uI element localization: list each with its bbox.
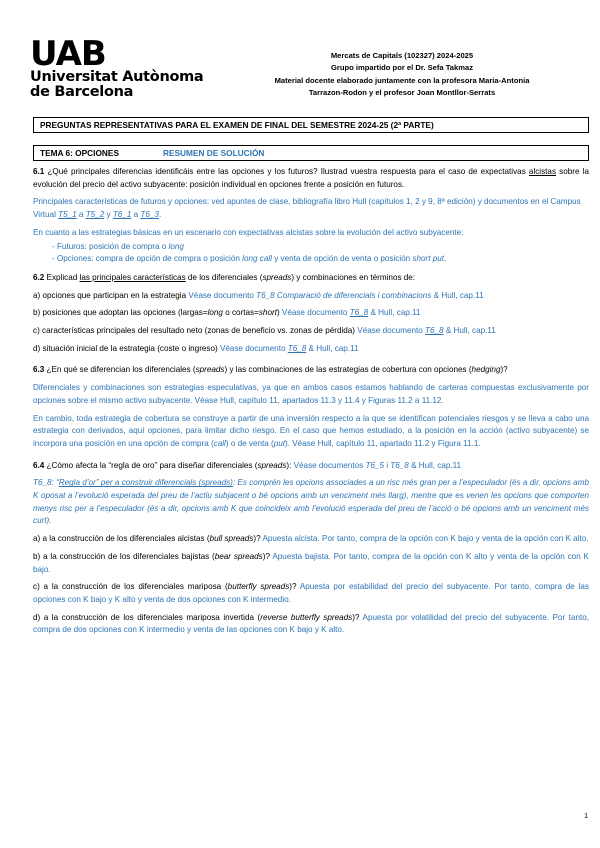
q64c-butterfly: butterfly spreads	[227, 582, 290, 592]
q64a-q-a: a) a la construcción de los diferenciales alcistas (	[33, 534, 210, 544]
a63-call: call	[213, 438, 226, 448]
q64-text-a: ¿Cómo afecta la “regla de oro” para diseñar diferenciales (	[44, 460, 258, 470]
q63-text-c: )?	[500, 365, 508, 375]
list-item-options	[56, 253, 589, 266]
question-6-2-c	[33, 325, 589, 338]
answer-6-1-list	[33, 241, 589, 266]
a61-doc-t61: T6_1	[112, 210, 132, 220]
tema-bar	[33, 145, 589, 161]
q62b-short: short	[258, 308, 277, 318]
q64a-bull: bull spreads	[209, 534, 254, 544]
logo-line2: de Barcelona	[30, 84, 134, 100]
q62b-doc: T6_8	[349, 308, 369, 318]
quote-prefix: T6_8: “	[33, 478, 59, 488]
q62b-ans-b: & Hull, cap.11	[368, 308, 421, 318]
q62c-ans-b: & Hull, cap.11	[443, 326, 496, 336]
q62b-long: long	[207, 308, 223, 318]
q62a-ans-b: & Hull, cap.11	[431, 290, 484, 300]
q62b-ans-a: Véase documento	[281, 308, 350, 318]
a61-doc-t63: T6_3	[140, 210, 159, 220]
course-teacher: Grupo impartido por el Dr. Sefa Takmaz	[330, 63, 474, 73]
a63-put: put	[273, 438, 286, 448]
page-number: 1	[584, 813, 588, 820]
course-material: Material docente elaborado juntamente con la profesora Maria-Antonia	[274, 75, 530, 85]
a61-text-d: a	[131, 210, 141, 220]
q62-text-c: ) y combinaciones en términos de:	[291, 272, 416, 282]
q62c-doc: T6_8	[425, 326, 444, 336]
answer-6-1-a	[33, 196, 589, 221]
question-6-4-d	[33, 612, 589, 637]
course-header	[232, 50, 572, 100]
q62b-q-c: )	[276, 308, 282, 318]
q61-text-a: ¿Qué principales diferencias identificáis entre las opciones y los futuros? Ilustrad vuestra respuesta para el caso de expectativas	[44, 167, 529, 176]
q64a-answer: Apuesta alcista. Por tanto, compra de la opción con K bajo y venta de la opción con K alto.	[262, 534, 589, 544]
question-6-2-b	[33, 307, 589, 320]
question-6-2-d	[33, 343, 589, 356]
exam-title-bar: PREGUNTAS REPRESENTATIVAS PARA EL EXAMEN DE FINAL DEL SEMESTRE 2024-25 (2ª PARTE)	[33, 117, 589, 133]
list-item-futures	[56, 241, 589, 254]
q62a-ans-a: Véase documento	[188, 290, 257, 300]
q64-doc-t68: T6_8	[390, 460, 409, 470]
a63-text-c: ). Véase Hull, capítulo 11, apartado 11.2 y Figura 11.1.	[285, 438, 481, 448]
q64c-answer: Apuesta por estabilidad del precio del subyacente. Por tanto, compra de las opciones con K bajo y K alto y venta de dos opciones con K intermedio.	[33, 582, 589, 604]
q62d-doc: T6_8	[287, 343, 307, 353]
q62-spreads: spreads	[262, 272, 292, 282]
q62-underlined: las principales características	[79, 272, 186, 282]
q64d-q-a: d) a la construcción de los diferenciales mariposa invertida (	[33, 612, 261, 622]
a61-doc-t51: T5_1	[58, 210, 77, 220]
quote-body: : Es comprén les opcions associades a un risc més gran per a l’especulador (és a dir, opcions amb K oposat a l’evolució esperada del preu de l’actiu subjacent o bé opcions amb un venciment més llarg), mentre que es venen les opcions que comporten menys risc per a l’especulador (és a dir, opcions amb K que coincideix amb l’evolució esperada del preu de l’acció o bé opcions amb un venciment més curt).	[33, 478, 589, 526]
li2-text-b: y venta de opción de venta o posición	[271, 254, 413, 264]
a61-doc-t52: T5_2	[85, 210, 105, 220]
q62-text-b: de los diferenciales (	[185, 272, 263, 282]
li1-long: long	[168, 241, 184, 251]
logo-line1: Universitat Autònoma	[30, 69, 204, 85]
q62d-ans-b: & Hull, cap.11	[306, 343, 359, 353]
answer-6-3-b	[33, 413, 589, 451]
answer-6-1-b: En cuanto a las estrategias básicas en un escenario con expectativas alcistas sobre la evolución del activo subyacente:	[33, 227, 464, 237]
q64-ref-b: i	[383, 460, 391, 470]
q62c-question: c) características principales del resultado neto (zonas de beneficio vs. zonas de pérdida)	[33, 326, 358, 336]
question-6-3	[33, 364, 589, 377]
q63-hedging: hedging	[471, 365, 501, 375]
q61-alcistas: alcistas	[528, 167, 557, 176]
q64d-q-b: )?	[352, 612, 363, 622]
q62a-question: a) opciones que participan en la estrategia	[33, 290, 189, 300]
q62d-ans-a: Véase documento	[219, 343, 288, 353]
q62c-ans-a: Véase documento	[357, 326, 426, 336]
q62b-q-a: b) posiciones que adoptan las opciones (largas=	[33, 308, 208, 318]
q64-number: 6.4	[33, 460, 45, 470]
q64-text-b: ):	[286, 460, 294, 470]
li2-longcall: long call	[242, 254, 272, 264]
a61-text-c: y	[104, 210, 113, 220]
course-authors: Tarrazon-Rodon y el profesor Joan Montllor-Serrats	[308, 88, 496, 98]
uab-logo	[30, 34, 230, 100]
q62a-doc: T6_8 Comparació de diferencials i combinacions	[256, 290, 432, 300]
li2-text-c: .	[444, 254, 447, 264]
a63-text-a: En cambio, toda estrategia de cobertura se construye a partir de una inversión respecto a la que se identifican potenciales riesgos y se lleva a cabo una estrategia con derivados, aquí opciones, para limitar dicho riesgo. En el caso que hemos estudiado, a la posición en la acción (activo subyacente) se incorpora una posición en una opción de compra (	[33, 413, 589, 448]
course-name: Mercats de Capitals (102327) 2024-2025	[330, 51, 474, 60]
a61-text-a: Principales características de futuros y opciones: ved apuntes de clase, bibliografía libro Hull (capítulos 1, 2 y 9, 8ª edición) y documentos en el Campus Virtual	[33, 197, 581, 220]
q64c-q-b: )?	[289, 582, 300, 592]
q64-spreads: spreads	[257, 460, 287, 470]
q64a-q-b: )?	[253, 534, 263, 544]
a61-text-e: .	[158, 210, 162, 220]
li1-text: Futuros: posición de compra o	[56, 241, 169, 251]
q64d-answer: Apuesta por volatilidad del precio del subyacente. Por tanto, compra de dos opciones con K intermedio y venta de las opciones con K bajo y K alto.	[33, 612, 590, 635]
q64b-bear: bear spreads	[214, 551, 263, 561]
q62-text-a: Explicad	[44, 272, 80, 282]
answer-6-3-a: Diferenciales y combinaciones son estrategias especulativas, ya que en ambos casos estamos hablando de carteras compuestas exclusivamente por opciones sobre el mismo activo subyacente. Véase Hull, capítulo 11, apartados 11.3 y 11.4 y Figuras 11.2 a 11.12.	[33, 383, 589, 405]
question-6-4-a	[33, 533, 589, 546]
q64c-q-a: c) a la construcción de los diferenciales mariposa (	[33, 582, 228, 592]
q64-ref-c: & Hull, cap.11	[408, 460, 462, 470]
solution-label: RESUMEN DE SOLUCIÓN	[162, 148, 265, 158]
q63-spreads: spreads	[195, 365, 225, 375]
q62b-q-b: o cortas=	[222, 308, 259, 318]
golden-rule-quote	[33, 477, 589, 528]
q62-number: 6.2	[33, 272, 45, 282]
q64-ref-a: Véase documentos	[293, 460, 366, 470]
li2-text-a: Opciones: compra de opción de compra o posición	[56, 254, 243, 264]
question-6-4	[33, 460, 589, 473]
q64b-q-a: b) a la construcción de los diferenciales bajistas (	[33, 551, 215, 561]
q61-text-b: sobre la evolución del precio del activo subyacente: posición individual en opciones frente a posición en futuros.	[33, 167, 589, 189]
q63-text-a: ¿En qué se diferencian los diferenciales (	[44, 365, 196, 375]
question-6-2-a	[33, 290, 589, 303]
tema-label: TEMA 6: OPCIONES	[40, 148, 119, 158]
a61-text-b: a	[76, 210, 86, 220]
question-6-2	[33, 272, 589, 285]
quote-underlined: Regla d’or” per a construir diferencials (spreads)	[58, 478, 233, 488]
li2-shortput: short put	[412, 254, 445, 264]
q64-doc-t65: T6_5	[365, 460, 384, 470]
q62d-question: d) situación inicial de la estrategia (coste o ingreso)	[33, 343, 220, 353]
question-6-4-b	[33, 551, 589, 576]
logo-uab: UAB	[30, 34, 106, 74]
q63-text-b: ) y las combinaciones de las estrategias de cobertura con opciones (	[224, 365, 472, 375]
question-6-1	[33, 166, 589, 191]
a63-text-b: ) o de venta (	[225, 438, 274, 448]
question-6-4-c	[33, 581, 589, 606]
document-body	[33, 166, 589, 642]
q61-number: 6.1	[33, 167, 45, 176]
q64d-reverse: reverse butterfly spreads	[260, 612, 353, 622]
q63-number: 6.3	[33, 365, 45, 375]
q64b-q-b: )?	[262, 551, 273, 561]
q64b-answer: Apuesta bajista. Por tanto, compra de la opción con K alto y venta de la opción con K bajo.	[33, 551, 589, 574]
